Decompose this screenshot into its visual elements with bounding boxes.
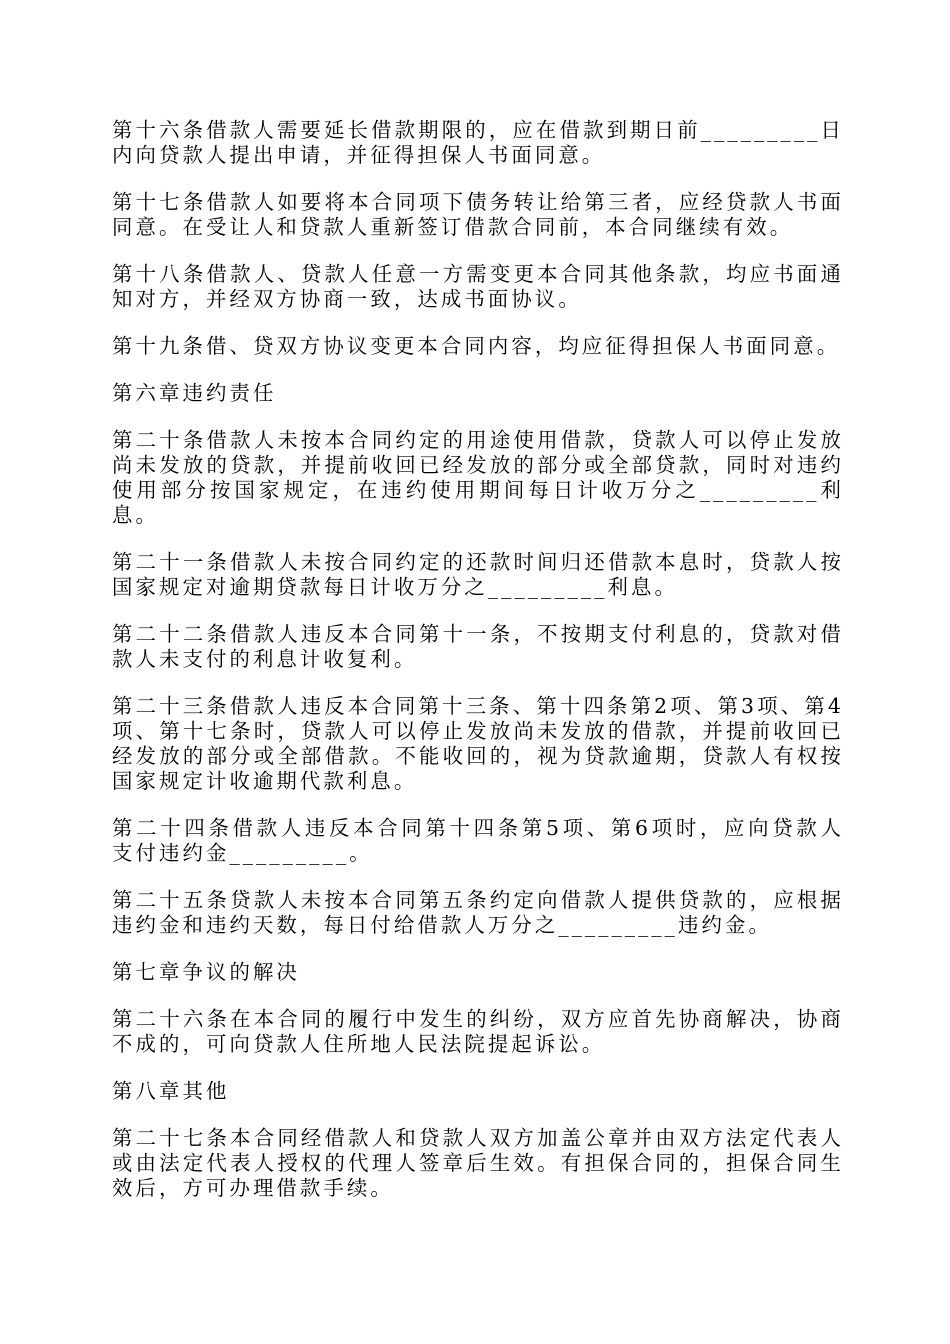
- chapter-8-heading: 第八章其他: [112, 1079, 230, 1103]
- clause-20: 第二十条借款人未按本合同约定的用途使用借款，贷款人可以停止发放尚未发放的贷款，并提前收回已经发放的部分或全部贷款，同时对违约使用部分按国家规定，在违约使用期间每日计收万分之_________利息。: [112, 428, 844, 527]
- document-body: [112, 118, 844, 1223]
- chapter-7-heading: 第七章争议的解决: [112, 960, 300, 984]
- clause-21: 第二十一条借款人未按合同约定的还款时间归还借款本息时，贷款人按国家规定对逾期贷款每日计收万分之_________利息。: [112, 550, 844, 599]
- clause-23: 第二十三条借款人违反本合同第十三条、第十四条第2项、第3项、第4项、第十七条时，贷款人可以停止发放尚未发放的借款，并提前收回已经发放的部分或全部借款。不能收回的，视为贷款逾期，贷款人有权按国家规定计收逾期代款利息。: [112, 694, 844, 793]
- clause-26: 第二十六条在本合同的履行中发生的纠纷，双方应首先协商解决，协商不成的，可向贷款人住所地人民法院提起诉讼。: [112, 1007, 844, 1056]
- clause-27: 第二十七条本合同经借款人和贷款人双方加盖公章并由双方法定代表人或由法定代表人授权的代理人签章后生效。有担保合同的，担保合同生效后，方可办理借款手续。: [112, 1126, 844, 1200]
- clause-24: 第二十四条借款人违反本合同第十四条第5项、第6项时，应向贷款人支付违约金_________。: [112, 816, 844, 865]
- chapter-6-heading: 第六章违约责任: [112, 381, 277, 405]
- clause-18: 第十八条借款人、贷款人任意一方需变更本合同其他条款，均应书面通知对方，并经双方协商一致，达成书面协议。: [112, 262, 844, 311]
- clause-17: 第十七条借款人如要将本合同项下债务转让给第三者，应经贷款人书面同意。在受让人和贷款人重新签订借款合同前，本合同继续有效。: [112, 190, 844, 239]
- clause-22: 第二十二条借款人违反本合同第十一条，不按期支付利息的，贷款对借款人未支付的利息计收复利。: [112, 622, 844, 671]
- clause-19: 第十九条借、贷双方协议变更本合同内容，均应征得担保人书面同意。: [112, 334, 841, 358]
- clause-16: 第十六条借款人需要延长借款期限的，应在借款到期日前_________日内向贷款人提出申请，并征得担保人书面同意。: [112, 118, 844, 167]
- clause-25: 第二十五条贷款人未按本合同第五条约定向借款人提供贷款的，应根据违约金和违约天数，每日付给借款人万分之_________违约金。: [112, 888, 844, 937]
